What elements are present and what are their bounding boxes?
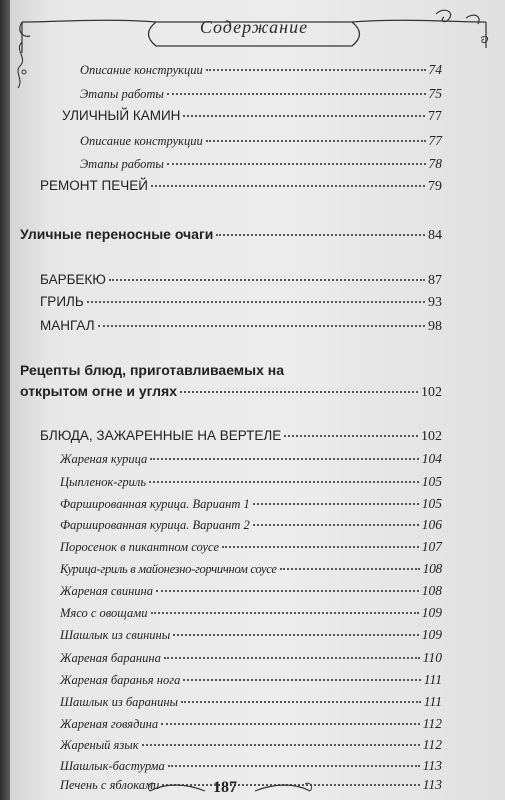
dot-leader xyxy=(206,139,426,142)
dot-leader xyxy=(109,278,425,281)
page-number: 187 xyxy=(213,779,237,796)
toc-entry-title: Жареная свинина xyxy=(60,584,154,598)
toc-entry-page: 108 xyxy=(421,583,442,598)
toc-entry-title: Жареный язык xyxy=(60,738,139,752)
toc-entry xyxy=(60,605,442,621)
dot-leader xyxy=(206,68,426,71)
toc-entry xyxy=(60,672,442,688)
toc-entry-title: Фаршированная курица. Вариант 1 xyxy=(60,497,250,511)
dot-leader xyxy=(253,523,419,526)
toc-entry-page: 112 xyxy=(422,716,442,731)
toc-entry-page: 105 xyxy=(421,496,442,511)
dot-leader xyxy=(183,114,425,117)
toc-entry xyxy=(60,650,442,666)
dot-leader xyxy=(167,92,426,95)
toc-section-title: Уличные переносные очаги xyxy=(20,226,214,242)
toc-entry-page: 107 xyxy=(421,539,442,554)
toc-entry xyxy=(60,474,442,490)
toc-entry-page: 108 xyxy=(422,561,442,576)
toc-entry-title: Этапы работы xyxy=(80,157,164,171)
toc-entry xyxy=(60,517,442,533)
toc-entry xyxy=(40,318,442,335)
toc-entry xyxy=(80,156,442,172)
dot-leader xyxy=(167,162,426,165)
dot-leader xyxy=(151,184,425,187)
toc-entry-page: 110 xyxy=(422,650,442,665)
toc-entry-title: Жареная курица xyxy=(60,452,148,466)
toc-entry-title: Поросенок в пикантном соусе xyxy=(60,540,219,554)
dot-leader xyxy=(87,300,425,303)
dot-leader xyxy=(216,233,425,236)
toc-entry-title: ГРИЛЬ xyxy=(40,294,84,309)
toc-entry-page: 102 xyxy=(421,429,442,444)
toc-entry-page: 105 xyxy=(421,474,442,489)
toc-entry xyxy=(62,108,442,125)
dot-leader xyxy=(181,700,421,703)
toc-entry-title: Описание конструкции xyxy=(80,134,203,148)
toc-entry-title: Шашлык из свинины xyxy=(60,628,171,642)
dot-leader xyxy=(164,656,420,659)
dot-leader xyxy=(284,434,418,437)
toc-entry-title: Фаршированная курица. Вариант 2 xyxy=(60,518,250,532)
dot-leader xyxy=(183,678,420,681)
dot-leader xyxy=(151,611,419,614)
toc-entry-title: Шашлык-бастурма xyxy=(60,759,165,773)
dot-leader xyxy=(156,589,419,592)
toc-entry xyxy=(40,178,442,195)
toc-entry-title: Цыпленок-гриль xyxy=(60,475,147,489)
toc-entry-page: 77 xyxy=(428,133,442,148)
toc-entry-page: 79 xyxy=(428,179,442,194)
toc-entry-page: 74 xyxy=(428,62,442,77)
toc-entry xyxy=(40,294,442,311)
toc-entry-title: МАНГАЛ xyxy=(40,318,95,333)
toc-entry xyxy=(40,428,442,445)
toc-section-title: открытом огне и углях xyxy=(20,383,177,399)
toc-section xyxy=(20,383,442,401)
header-title: Содержание xyxy=(199,17,309,37)
dot-leader xyxy=(253,502,419,505)
toc-entry-title: Шашлык из баранины xyxy=(60,695,179,709)
toc-entry-title: Жареная говядина xyxy=(60,717,159,731)
toc-entry-page: 78 xyxy=(428,156,442,171)
toc-entry-page: 113 xyxy=(422,777,442,792)
toc-entry-title: Жареная баранина xyxy=(60,651,161,665)
toc-entry-title: Жареная баранья нога xyxy=(60,673,181,687)
toc-entry-title: Этапы работы xyxy=(80,87,164,101)
dot-leader xyxy=(168,764,420,767)
toc-entry-title: Описание конструкции xyxy=(80,63,203,77)
toc-entry-page: 112 xyxy=(422,737,442,752)
toc-entry xyxy=(60,627,442,643)
toc-entry-page: 98 xyxy=(428,319,442,334)
dot-leader xyxy=(161,722,420,725)
dot-leader xyxy=(149,480,419,483)
toc-entry-page: 109 xyxy=(421,605,442,620)
toc-entry-page: 77 xyxy=(428,109,442,124)
dot-leader xyxy=(222,545,419,548)
toc-entry-title: Печень с яблоками xyxy=(60,778,160,792)
toc-entry-title: Курица-гриль в майонезно-горчичном соусе xyxy=(60,562,277,576)
toc-entry xyxy=(80,62,442,78)
toc-entry xyxy=(60,758,442,774)
toc-entry xyxy=(60,694,442,710)
toc-entry-page: 106 xyxy=(421,517,442,532)
toc-entry-title: Мясо с овощами xyxy=(60,606,148,620)
toc-entry xyxy=(80,133,442,149)
footer-ornament xyxy=(0,775,505,800)
toc-entry-title: БАРБЕКЮ xyxy=(40,272,106,287)
dot-leader xyxy=(98,324,425,327)
dot-leader xyxy=(150,457,418,460)
toc-section-page: 102 xyxy=(421,385,442,400)
toc-entry-page: 87 xyxy=(428,273,442,288)
dot-leader xyxy=(173,633,419,636)
toc-section-page: 84 xyxy=(428,228,442,243)
toc-entry-page: 111 xyxy=(423,672,442,687)
toc-entry xyxy=(40,272,442,289)
toc-entry xyxy=(60,583,442,599)
page-footer xyxy=(0,775,505,800)
toc-entry-page: 75 xyxy=(428,86,442,101)
toc-entry xyxy=(80,86,442,102)
dot-leader xyxy=(180,390,418,393)
toc-entry-title: УЛИЧНЫЙ КАМИН xyxy=(62,108,181,123)
toc-entry xyxy=(60,561,442,577)
dot-leader xyxy=(142,743,420,746)
toc-entry-page: 93 xyxy=(428,295,442,310)
toc-section-title-line1: Рецепты блюд, приготавливаемых на xyxy=(20,362,285,378)
toc-entry-title: РЕМОНТ ПЕЧЕЙ xyxy=(40,178,148,193)
toc-entry xyxy=(60,737,442,753)
toc-entry-title: БЛЮДА, ЗАЖАРЕННЫЕ НА ВЕРТЕЛЕ xyxy=(40,428,282,443)
toc-entry-page: 109 xyxy=(421,627,442,642)
toc-entry xyxy=(60,496,442,512)
toc-section xyxy=(20,226,442,244)
toc-entry-page: 111 xyxy=(423,694,442,709)
toc-entry xyxy=(60,451,442,467)
toc-entry xyxy=(60,539,442,555)
dot-leader xyxy=(280,567,420,570)
toc-entry-page: 104 xyxy=(421,451,442,466)
toc-entry xyxy=(60,716,442,732)
toc-entry-page: 113 xyxy=(422,758,442,773)
